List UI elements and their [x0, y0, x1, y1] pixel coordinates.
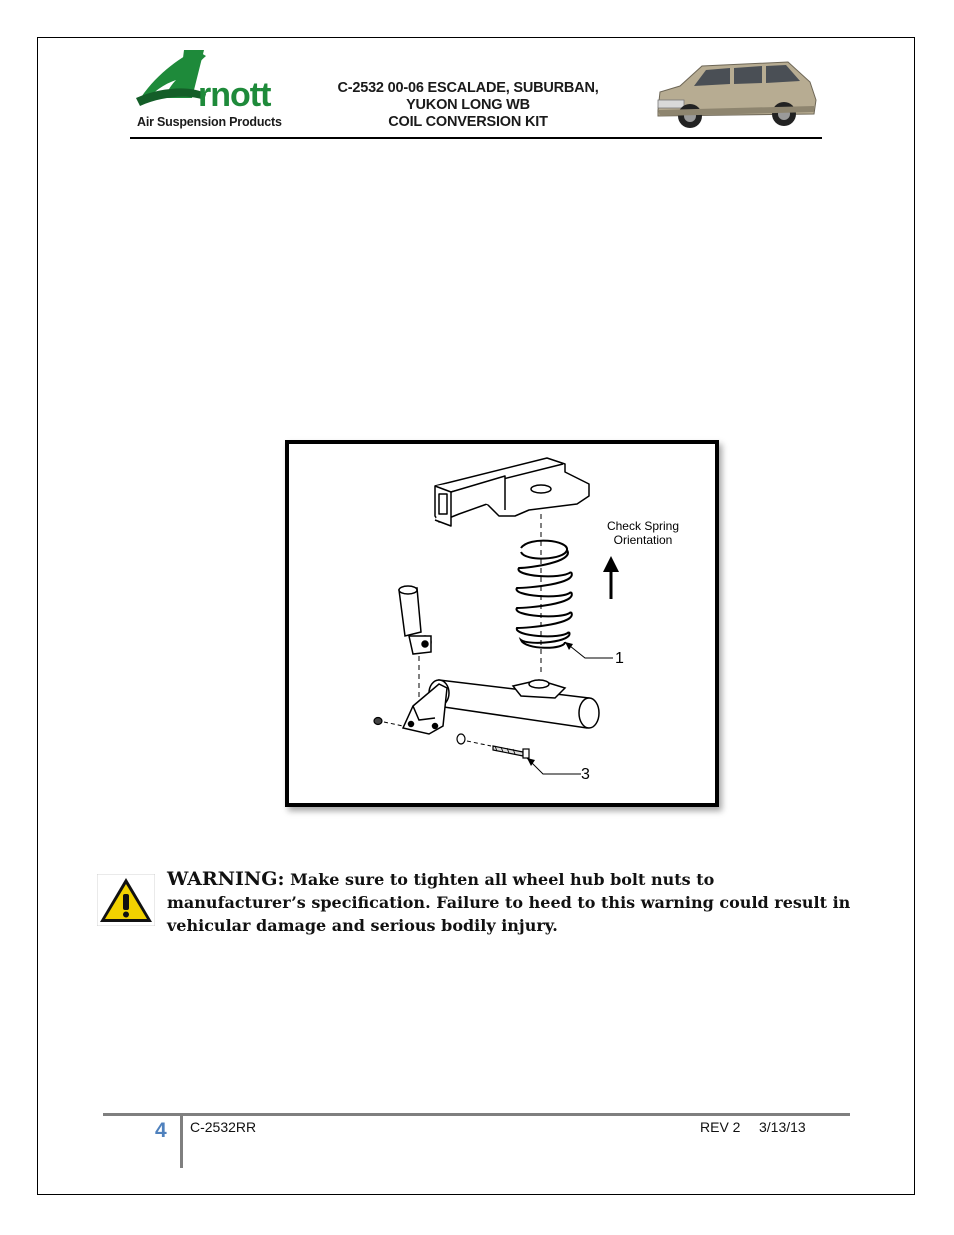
footer-vertical-divider	[180, 1113, 183, 1168]
title-line-2: YUKON LONG WB	[406, 97, 530, 113]
callout-3: 3	[581, 766, 590, 783]
label-line-1: Check Spring	[606, 519, 680, 533]
callout-1: 1	[615, 650, 624, 667]
spring-assembly-drawing	[289, 444, 715, 803]
suv-image	[650, 52, 820, 134]
warning-triangle-icon	[97, 874, 155, 926]
header-divider	[130, 137, 822, 139]
page-number: 4	[155, 1119, 167, 1142]
footer-date: 3/13/13	[759, 1119, 806, 1135]
label-line-2: Orientation	[613, 533, 673, 547]
svg-text:rnott: rnott	[198, 76, 271, 114]
logo-tagline: Air Suspension Products	[137, 115, 282, 129]
warning-label: WARNING:	[167, 868, 285, 890]
check-spring-orientation-label	[589, 519, 697, 547]
footer-revision: REV 2	[700, 1119, 741, 1135]
title-line-1: C-2532 00-06 ESCALADE, SUBURBAN,	[337, 80, 599, 96]
warning-body: Make sure to tighten all wheel hub bolt nuts to manufacturer’s specification. Failure to heed to this warning could result in vehicular damage and serious bodily injury.	[167, 870, 851, 935]
title-line-3: COIL CONVERSION KIT	[388, 114, 548, 130]
document-title	[318, 80, 618, 131]
footer-divider	[103, 1113, 850, 1116]
footer-part-number: C-2532RR	[190, 1119, 257, 1135]
warning-message	[167, 868, 857, 937]
exploded-diagram	[285, 440, 719, 807]
